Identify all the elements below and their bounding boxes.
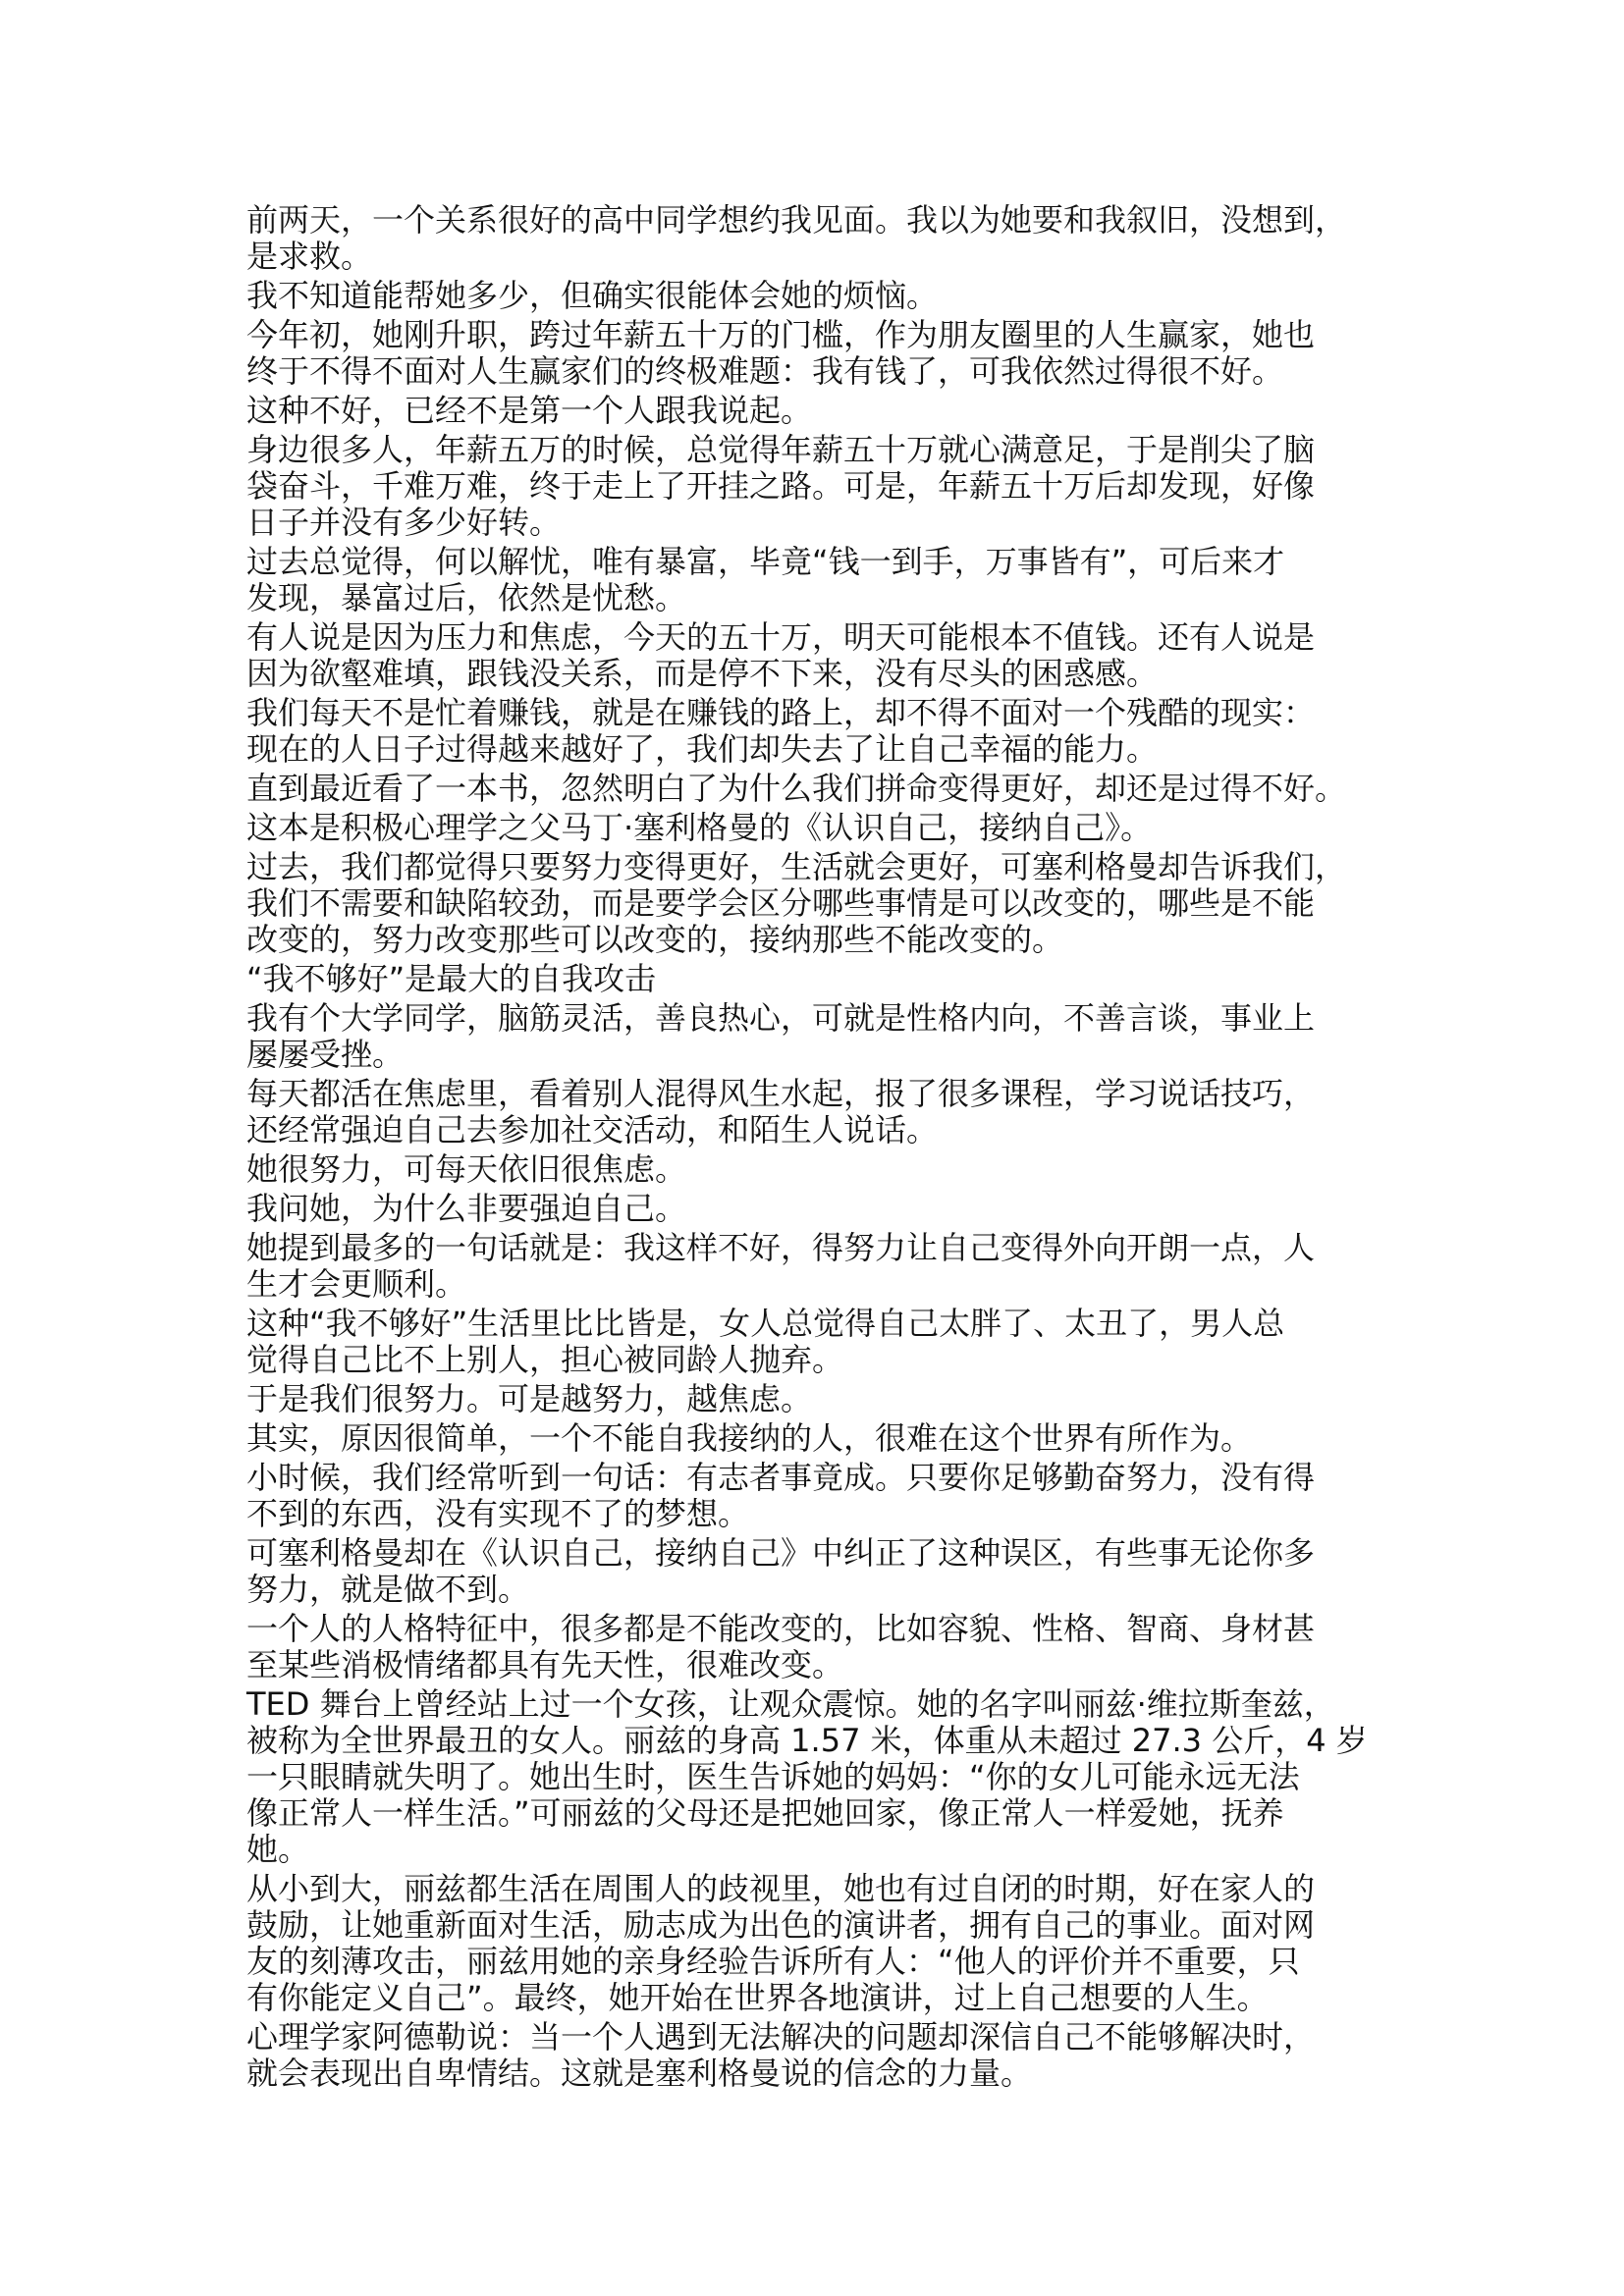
- paragraph: [246, 810, 1425, 846]
- paragraph: [246, 1230, 1425, 1303]
- text-line: 生才会更顺利。: [246, 1265, 467, 1303]
- text-line: 她很努力，可每天依旧很焦虑。: [246, 1150, 687, 1188]
- paragraph: [246, 1151, 1425, 1188]
- text-line: 过去总觉得，何以解忧，唯有暴富，毕竟“钱一到手，万事皆有”，可后来才: [246, 543, 1285, 580]
- text-line: 她。: [246, 1831, 310, 1868]
- text-line: 我问她，为什么非要强迫自己。: [246, 1190, 687, 1227]
- paragraph: [246, 619, 1425, 692]
- paragraph: [246, 961, 1425, 997]
- text-line: 这种“我不够好”生活里比比皆是，女人总觉得自己太胖了、太丑了，男人总: [246, 1305, 1285, 1342]
- text-line: 身边很多人，年薪五万的时候，总觉得年薪五十万就心满意足，于是削尖了脑: [246, 431, 1316, 468]
- paragraph: [246, 317, 1425, 390]
- text-line: 努力，就是做不到。: [246, 1571, 530, 1608]
- paragraph: [246, 1306, 1425, 1378]
- text-line: 我不知道能帮她多少，但确实很能体会她的烦恼。: [246, 277, 939, 314]
- paragraph: [246, 2019, 1425, 2092]
- text-line: 是求救。: [246, 238, 373, 275]
- text-line: 一只眼睛就失明了。她出生时，医生告诉她的妈妈：“你的女儿可能永远无法: [246, 1758, 1300, 1795]
- text-line: 像正常人一样生活。”可丽兹的父母还是把她回家，像正常人一样爱她，抚养: [246, 1794, 1284, 1832]
- text-line: 日子并没有多少好转。: [246, 504, 562, 541]
- text-line: 有人说是因为压力和焦虑，今天的五十万，明天可能根本不值钱。还有人说是: [246, 618, 1316, 656]
- paragraph: [246, 202, 1425, 275]
- paragraph: [246, 1686, 1425, 1868]
- text-line: 我有个大学同学，脑筋灵活，善良热心，可就是性格内向，不善言谈，事业上: [246, 999, 1316, 1037]
- text-line: 觉得自己比不上别人，担心被同龄人抛弃。: [246, 1341, 844, 1378]
- text-line: 现在的人日子过得越来越好了，我们却失去了让自己幸福的能力。: [246, 730, 1159, 768]
- paragraph: [246, 695, 1425, 768]
- text-line: 过去，我们都觉得只要努力变得更好，生活就会更好，可塞利格曼却告诉我们，: [246, 848, 1347, 885]
- text-line: TED 舞台上曾经站上过一个女孩，让观众震惊。她的名字叫丽兹·维拉斯奎兹，: [246, 1685, 1335, 1723]
- text-line: 终于不得不面对人生赢家们的终极难题：我有钱了，可我依然过得很不好。: [246, 352, 1284, 390]
- paragraph: [246, 393, 1425, 429]
- text-line: 今年初，她刚升职，跨过年薪五十万的门槛，作为朋友圈里的人生赢家，她也: [246, 316, 1316, 353]
- text-line: 有你能定义自己”。最终，她开始在世界各地演讲，过上自己想要的人生。: [246, 1979, 1269, 2016]
- text-line: 不到的东西，没有实现不了的梦想。: [246, 1495, 750, 1532]
- paragraph: [246, 1381, 1425, 1417]
- text-line: 改变的，努力改变那些可以改变的，接纳那些不能改变的。: [246, 921, 1064, 958]
- text-line: “我不够好”是最大的自我攻击: [246, 960, 657, 997]
- paragraph: [246, 1076, 1425, 1148]
- text-line: 就会表现出自卑情结。这就是塞利格曼说的信念的力量。: [246, 2055, 1033, 2092]
- paragraph: [246, 1871, 1425, 2016]
- text-line: 被称为全世界最丑的女人。丽兹的身高 1.57 米，体重从未超过 27.3 公斤，4 岁: [246, 1722, 1368, 1759]
- text-line: 其实，原因很简单，一个不能自我接纳的人，很难在这个世界有所作为。: [246, 1419, 1253, 1457]
- paragraph: [246, 1535, 1425, 1608]
- document-body: [246, 202, 1425, 2092]
- text-line: 她提到最多的一句话就是：我这样不好，得努力让自己变得外向开朗一点，人: [246, 1229, 1316, 1266]
- text-line: 因为欲壑难填，跟钱没关系，而是停不下来，没有尽头的困惑感。: [246, 655, 1159, 692]
- text-line: 至某些消极情绪都具有先天性，很难改变。: [246, 1646, 844, 1683]
- paragraph: [246, 1000, 1425, 1073]
- text-line: 可塞利格曼却在《认识自己，接纳自己》中纠正了这种误区，有些事无论你多: [246, 1534, 1316, 1572]
- paragraph: [246, 1611, 1425, 1683]
- text-line: 于是我们很努力。可是越努力，越焦虑。: [246, 1380, 813, 1417]
- text-line: 小时候，我们经常听到一句话：有志者事竟成。只要你足够勤奋努力，没有得: [246, 1459, 1316, 1496]
- paragraph: [246, 771, 1425, 807]
- text-line: 心理学家阿德勒说：当一个人遇到无法解决的问题却深信自己不能够解决时，: [246, 2018, 1316, 2056]
- text-line: 袋奋斗，千难万难，终于走上了开挂之路。可是，年薪五十万后却发现，好像: [246, 467, 1316, 505]
- text-line: 还经常强迫自己去参加社交活动，和陌生人说话。: [246, 1111, 939, 1148]
- paragraph: [246, 1191, 1425, 1227]
- paragraph: [246, 432, 1425, 541]
- text-line: 一个人的人格特征中，很多都是不能改变的，比如容貌、性格、智商、身材甚: [246, 1610, 1316, 1647]
- text-line: 鼓励，让她重新面对生活，励志成为出色的演讲者，拥有自己的事业。面对网: [246, 1906, 1316, 1944]
- text-line: 前两天，一个关系很好的高中同学想约我见面。我以为她要和我叙旧，没想到，: [246, 201, 1347, 239]
- text-line: 这本是积极心理学之父马丁·塞利格曼的《认识自己，接纳自己》。: [246, 809, 1153, 846]
- paragraph: [246, 544, 1425, 616]
- text-line: 屡屡受挫。: [246, 1036, 405, 1073]
- text-line: 直到最近看了一本书，忽然明白了为什么我们拼命变得更好，却还是过得不好。: [246, 770, 1347, 807]
- text-line: 每天都活在焦虑里，看着别人混得风生水起，报了很多课程，学习说话技巧，: [246, 1075, 1316, 1112]
- text-line: 发现，暴富过后，依然是忧愁。: [246, 579, 687, 616]
- paragraph: [246, 1460, 1425, 1532]
- text-line: 这种不好，已经不是第一个人跟我说起。: [246, 392, 813, 429]
- text-line: 友的刻薄攻击，丽兹用她的亲身经验告诉所有人：“他人的评价并不重要，只: [246, 1943, 1300, 1980]
- paragraph: [246, 278, 1425, 314]
- text-line: 我们不需要和缺陷较劲，而是要学会区分哪些事情是可以改变的，哪些是不能: [246, 884, 1316, 922]
- text-line: 我们每天不是忙着赚钱，就是在赚钱的路上，却不得不面对一个残酷的现实：: [246, 694, 1316, 731]
- text-line: 从小到大，丽兹都生活在周围人的歧视里，她也有过自闭的时期，好在家人的: [246, 1870, 1316, 1907]
- paragraph: [246, 1420, 1425, 1457]
- paragraph: [246, 849, 1425, 958]
